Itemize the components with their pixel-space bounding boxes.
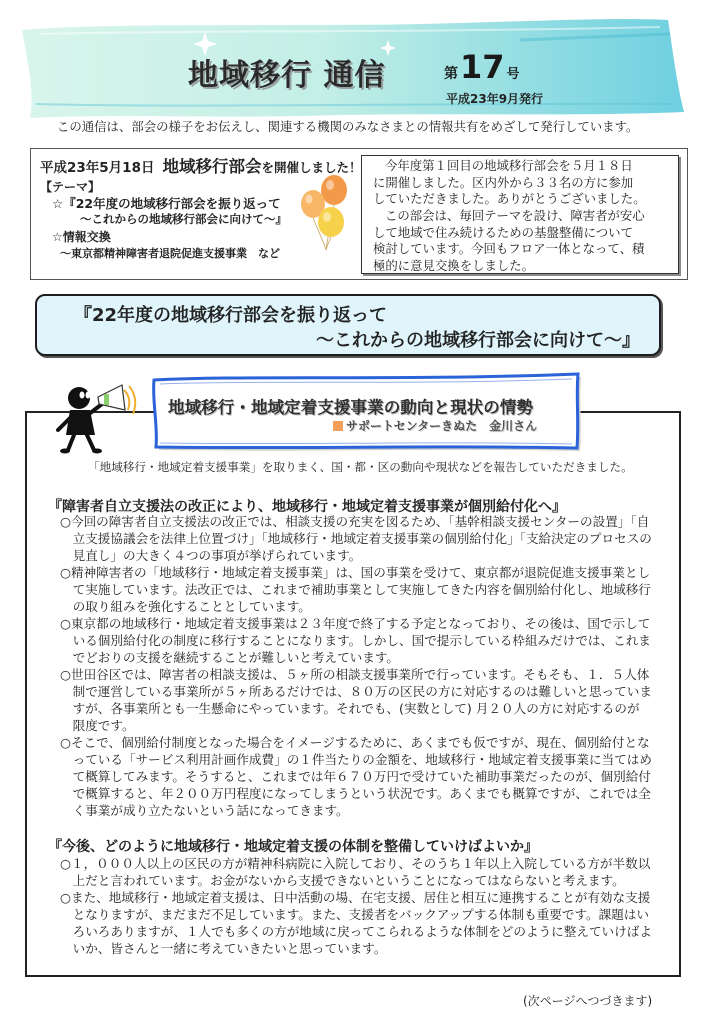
paragraph-line: の取り組みを強化することとしています。: [72, 599, 311, 614]
megaphone-person-icon: [52, 380, 137, 455]
section-body: [60, 855, 674, 957]
balloons-icon: [298, 172, 356, 252]
issue-number: [444, 48, 520, 86]
paragraph: [60, 564, 674, 615]
section-body: [60, 513, 674, 819]
summary-line: この部会は、毎回テーマを設け、障害者が安心: [385, 208, 645, 224]
paragraph: [60, 889, 674, 957]
section-heading: 『今後、どのように地域移行・地域定着支援の体制を整備していけばよいか』: [48, 839, 538, 855]
theme-item: ☆情報交換: [52, 230, 111, 244]
report-title: 地域移行・地域定着支援事業の動向と現状の情勢: [168, 398, 534, 417]
summary-line: していただきました。ありがとうございました。: [373, 191, 646, 207]
presenter: [333, 417, 537, 434]
summary-line: 今年度第１回目の地域移行部会を５月１８日: [385, 158, 633, 173]
issue-number-value: 17: [460, 48, 505, 86]
theme-item: ～東京都精神障害者退院促進支援事業 など: [60, 247, 280, 260]
paragraph-line: 立支援協議会を法律上位置づけ」「地域移行・地域定着支援事業の個別給付化」「支給決定のプロセスの: [72, 531, 652, 546]
summary-line: に開催しました。区内外から３３名の方に参加: [373, 174, 634, 190]
paragraph-line: ○そこで、個別給付制度となった場合をイメージするために、あくまでも仮ですが、現在、個別給付とな: [60, 735, 650, 750]
paragraph-line: ○今回の障害者自立支援法の改正では、相談支援の充実を図るため、「基幹相談支援センターの設置」「自: [60, 514, 650, 529]
paragraph: [60, 513, 674, 564]
paragraph-line: ○精神障害者の「地域移行・地域定着支援事業」は、国の事業を受けて、東京都が退院促進支援事業とし: [60, 565, 651, 580]
summary-line: して地域で住み続けるための基盤整備について: [373, 224, 633, 240]
orange-square-icon: [333, 421, 343, 431]
paragraph: [60, 855, 674, 889]
theme-label: 【テーマ】: [40, 180, 101, 194]
callout-line-2: ～これからの地域移行部会に向けて～』: [316, 330, 640, 351]
paragraph-line: でどおりの支援を継続することが難しいと考えています。: [72, 650, 400, 665]
issue-prefix: 第: [444, 66, 458, 82]
theme-item: ～これからの地域移行部会に向けて～』: [80, 212, 287, 226]
intro-text: この通信は、部会の様子をお伝えし、関連する機関のみなさまとの情報共有をめざして発行しています。: [57, 119, 639, 134]
paragraph-line: く事業が成り立たないという話になってきます。: [72, 803, 349, 818]
paragraph-line: っている「サービス利用計画作成費」の１件当たりの金額を、地域移行・地域定着支援事業に当てはめ: [72, 752, 652, 767]
summary-line: 検討しています。今回もフロア一体となって、積: [373, 241, 645, 257]
paragraph-line: いか、皆さんと一緒に考えていきたいと思っています。: [72, 941, 387, 956]
callout-line-1: 『22年度の地域移行部会を振り返って: [74, 305, 388, 326]
continued-note: (次ページへつづきます): [523, 994, 653, 1008]
paragraph-line: 制で運営している事業所が５ヶ所あるだけでは、８０万の区民の方に対応するのは難しいと思っていま: [72, 684, 652, 699]
paragraph-line: で概算すると、年２００万円程度になってしまうという状況です。あくまでも概算ですが、これでは全: [72, 786, 651, 801]
paragraph-line: となりますが、まだまだ不足しています。また、支援者をバックアップする体制も重要です。課題はい: [72, 907, 650, 922]
paragraph-line: いる個別給付化の制度に移行することになります。しかし、国で提示している枠組みだけでは、これま: [72, 633, 651, 648]
paragraph-line: 限度です。: [72, 718, 135, 733]
paragraph-line: ○東京都の地域移行・地域定着支援事業は２３年度で終了する予定となっており、その後は、国で示して: [60, 616, 651, 631]
newsletter-title: 地域移行 通信: [188, 58, 386, 93]
issue-suffix: 号: [506, 67, 520, 82]
paragraph-line: 見直し」の大きく４つの事項が挙げられています。: [72, 548, 362, 563]
section-heading: 『障害者自立支援法の改正により、地域移行・地域定着支援事業が個別給付化へ』: [48, 499, 566, 515]
summary-line: 極的に意見交換をしました。: [373, 258, 535, 274]
paragraph-line: て実施しています。法改正では、これまで補助事業として実施してきた内容を個別給付化し、地域移行: [72, 582, 651, 597]
event-name: 地域移行部会: [162, 157, 262, 176]
issue-date: 平成23年9月発行: [446, 92, 544, 106]
paragraph-line: すが、各事業所とも一生懸命にやっています。それでも、(実数として) 月２０人の方に対応するのが: [72, 701, 640, 716]
event-date: 平成23年5月18日: [40, 160, 155, 176]
paragraph-line: 上だと言われています。お金がないから支援できないということになってはならないと考えます。: [72, 873, 625, 888]
theme-item: ☆『22年度の地域移行部会を振り返って: [52, 196, 281, 211]
event-summary: [361, 155, 679, 274]
paragraph: [60, 615, 674, 666]
paragraph-line: ろいろありますが、１人でも多くの方が地域に戻ってこられるような体制をどのように整えていけばよ: [72, 924, 652, 939]
presenter-name: サポートセンターきぬた 金川さん: [346, 419, 538, 433]
paragraph: [60, 734, 674, 819]
paragraph: [60, 666, 674, 734]
paragraph-line: ○１，０００人以上の区民の方が精神科病院に入院しており、そのうち１年以上入院している方が半数以: [60, 856, 651, 871]
paragraph-line: ○また、地域移行・地域定着支援は、日中活動の場、在宅支援、居住と相互に連携することが有効な支援: [60, 890, 651, 905]
paragraph-line: ○世田谷区では、障害者の相談支援は、５ヶ所の相談支援事業所で行っています。そもそも、１．５人体: [60, 667, 650, 682]
paragraph-line: て概算してみます。そうすると、これまでは年６７０万円で受けていた補助事業だったのが、個別給付: [72, 769, 651, 784]
event-suffix: を開催しました！: [261, 160, 362, 175]
report-lead: 「地域移行・地域定着支援事業」を取りまく、国・都・区の動向や現状などを報告していただきました。: [88, 460, 633, 474]
